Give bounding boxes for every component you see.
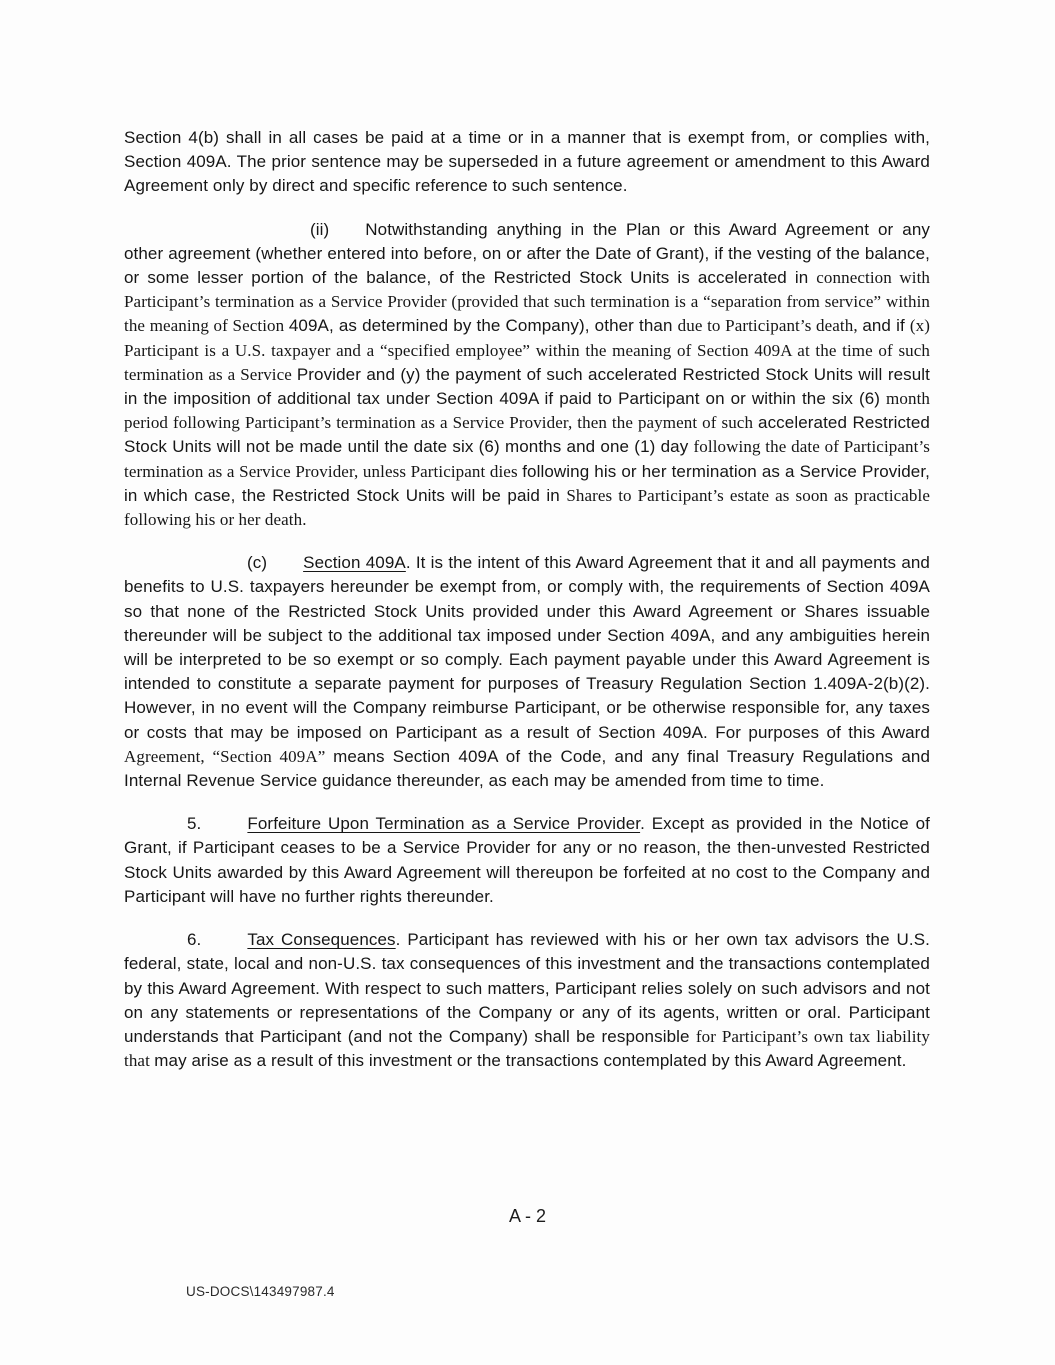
document-body [124, 126, 930, 1092]
paragraph-continuation [124, 126, 930, 199]
paragraph-clause-c [124, 551, 930, 793]
text-run: Provider and (y) the payment of such accelerated Restricted Stock Units will result in the imposition of additional tax under Section 409A if paid to Participant on or within the six (6) [124, 364, 930, 409]
tab-spacer [201, 944, 247, 945]
section-5-label: 5. [187, 814, 202, 834]
text-run: and if [862, 316, 910, 336]
text-run: Section 4(b) shall in all cases be paid at a time or in a manner that is exempt from, or complies with, Section 409A. The prior sentence may be superseded in a future agreement or amendment to this Award Agreement only by direct and specific reference to such sentence. [124, 128, 930, 196]
text-run: 409A, as determined by the Company), other than [288, 316, 678, 336]
paragraph-section-6 [124, 928, 930, 1073]
text-run: connection with Participant’s termination as a Service Provider (provided that such termination is a “separation from service” within the meaning of Section [124, 268, 930, 336]
tab-spacer [201, 828, 247, 829]
text-run: Shares to Participant’s estate as soon as practicable following his or her death. [124, 485, 930, 530]
text-run: due to Participant’s death, [677, 316, 863, 336]
section-6-label: 6. [187, 930, 202, 950]
text-run: Section 409A [303, 553, 406, 573]
section-6-text [124, 930, 930, 1070]
text-run: Notwithstanding anything in the Plan or this Award Agreement or any other agreement (whether entered into before, on or after the Date of Grant), if the vesting of the balance, or some lesser portion of the balance, of the Restricted Stock Units is accelerated in [124, 219, 930, 288]
clause-ii-text [124, 220, 930, 529]
text-run: for Participant’s own tax liability that [124, 1026, 930, 1071]
text-run: Forfeiture Upon Termination as a Service Provider [247, 814, 641, 834]
text-run: Agreement, “Section 409A” [124, 746, 334, 766]
text-run: (x) Participant is a U.S. taxpayer and a “specified employee” within the meaning of Section 409A at the time of such termination as a Service [124, 316, 931, 384]
text-run: following his or her termination as a Service Provider, in which case, the Restricted Stock Units will be paid in [124, 461, 930, 505]
document-footer-id: US-DOCS\143497987.4 [186, 1284, 335, 1299]
paragraph-clause-ii [124, 218, 930, 533]
paragraph-section-5 [124, 812, 930, 909]
clause-c-label: (c) [247, 553, 268, 573]
text-run: may arise as a result of this investment or the transactions contemplated by this Award Agreement. [154, 1051, 907, 1071]
text-run: . Participant has reviewed with his or her own tax advisors the U.S. federal, state, local and non-U.S. tax consequences of this investment and the transactions contemplated by this Award Agreement. With respect to such matters, Participant relies solely on such advisors and not on any statements or representations of the Company or any of its agents, written or oral. Participant understands that Participant (and not the Company) shall be responsible [124, 930, 930, 1046]
tab-spacer [267, 567, 303, 568]
page-number: A - 2 [508, 1206, 547, 1226]
text-run: month period following Participant’s termination as a Service Provider, then the payment of such [124, 389, 930, 433]
text-run: means Section 409A of the Code, and any final Treasury Regulations and Internal Revenue Service guidance thereunder, as each may be amended from time to time. [124, 746, 931, 791]
text-run: . Except as provided in the Notice of Grant, if Participant ceases to be a Service Provider for any or no reason, the then-unvested Restricted Stock Units awarded by this Award Agreement will thereupon be forfeited at no cost to the Company and Participant will have no further rights thereunder. [124, 814, 930, 906]
text-run: accelerated Restricted Stock Units will not be made until the date six (6) months and one (1) day [124, 413, 930, 457]
text-run: following the date of Participant’s termination as a Service Provider, unless Participant dies [124, 437, 930, 481]
text-run: Tax Consequences [247, 930, 396, 950]
text-run: . It is the intent of this Award Agreement that it and all payments and benefits to U.S. taxpayers hereunder be exempt from, or comply with, the requirements of Section 409A so that none of the Restricted Stock Units provided under this Award Agreement or Shares issuable thereunder will be subject to the additional tax imposed under Section 409A, and any ambiguities herein will be interpreted to be so exempt or so comply. Each payment payable under this Award Agreement is intended to constitute a separate payment for purposes of Treasury Regulation Section 1.409A-2(b)(2). However, in no event will the Company reimburse Participant, or be otherwise responsible for, any taxes or costs that may be imposed on Participant as a result of Section 409A. For purposes of this Award [124, 553, 930, 742]
tab-spacer [329, 234, 365, 235]
clause-ii-label: (ii) [310, 219, 330, 239]
clause-c-text [124, 553, 930, 790]
